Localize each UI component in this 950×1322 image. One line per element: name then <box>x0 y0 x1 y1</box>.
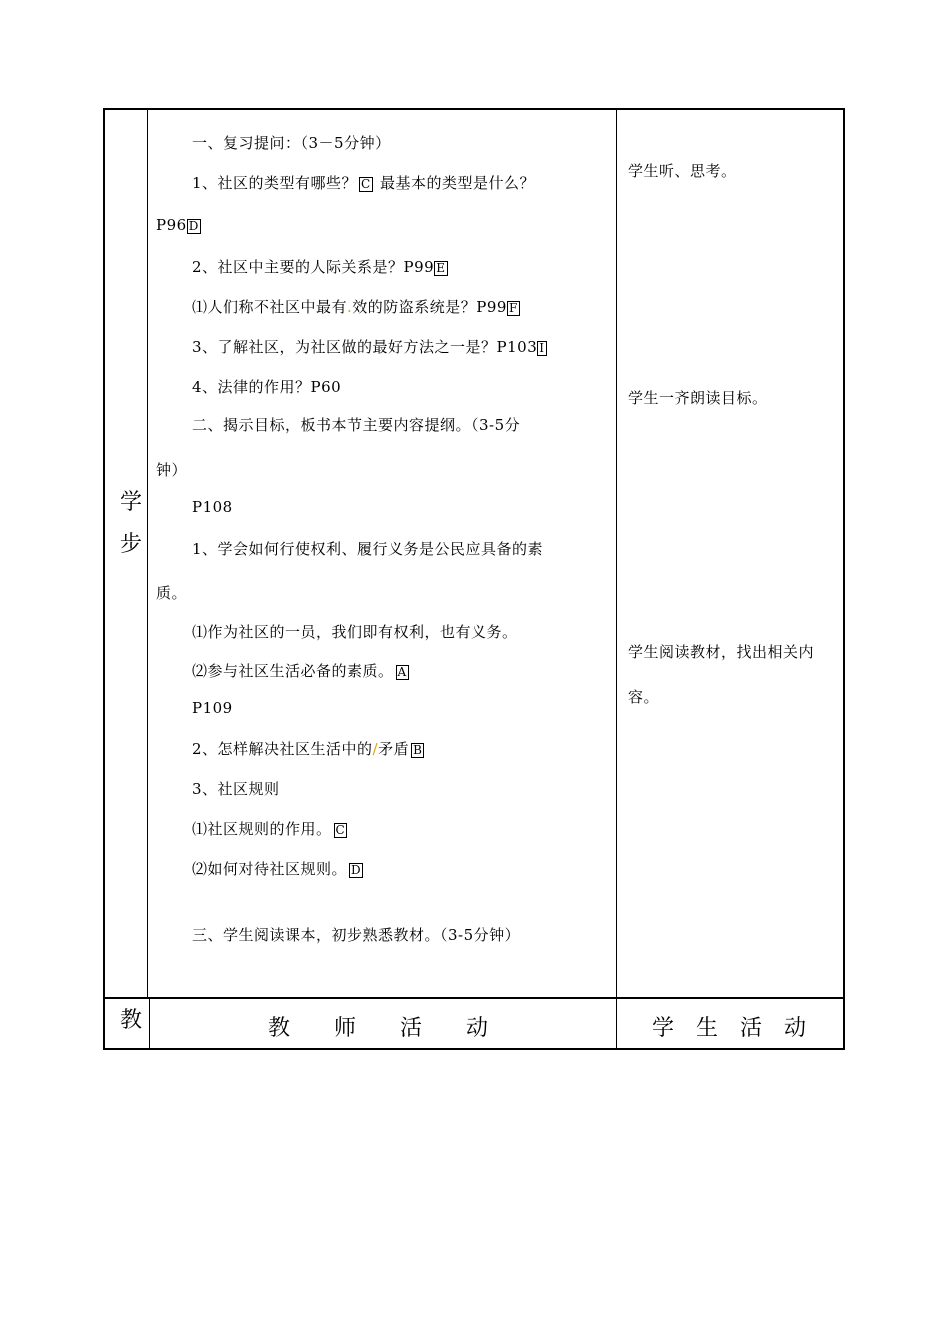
answer-box: F <box>508 300 518 315</box>
lesson-table <box>103 108 845 1050</box>
teacher-line: 4、法律的作用？P60 <box>192 378 342 396</box>
teacher-line: 三、学生阅读课本，初步熟悉教材。（3-5分钟） <box>192 926 521 944</box>
teacher-line: ⑵参与社区生活必备的素质。 A <box>192 662 407 680</box>
footer-side-label: 教 <box>120 1008 143 1033</box>
footer-divider <box>103 997 845 999</box>
side-label-1: 学 <box>119 490 142 515</box>
student-note: 容。 <box>628 688 660 706</box>
teacher-line: 一、复习提问：（3－5分钟） <box>192 134 391 152</box>
teacher-line: P108 <box>192 498 233 516</box>
answer-box: C <box>335 822 346 837</box>
teacher-line: ⑴人们称不社区中最有.效的防盗系统是？P99 F <box>192 298 518 316</box>
teacher-line: 二、揭示目标，板书本节主要内容提纲。（3-5分 <box>192 416 521 434</box>
teacher-line: 1、社区的类型有哪些？ C 最基本的类型是什么？ <box>192 174 536 192</box>
teacher-line: P96 D <box>156 216 199 234</box>
student-note: 学生听、思考。 <box>628 162 737 180</box>
student-note: 学生一齐朗读目标。 <box>628 389 768 407</box>
answer-box: A <box>397 664 407 679</box>
teacher-line: P109 <box>192 699 233 717</box>
answer-box: B <box>413 742 423 757</box>
answer-box: D <box>188 218 199 233</box>
student-activity-header: 学 生 活 动 <box>652 1016 807 1041</box>
teacher-line: 钟） <box>156 461 188 479</box>
teacher-line: 1、学会如何行使权利、履行义务是公民应具备的素 <box>192 540 544 558</box>
column-divider-left <box>147 110 148 998</box>
answer-box: I <box>539 340 545 355</box>
teacher-activity-header: 教 师 活 动 <box>268 1016 489 1041</box>
side-label-2: 步 <box>119 532 142 557</box>
teacher-line: ⑵如何对待社区规则。 D <box>192 860 362 878</box>
column-divider-right <box>616 110 617 1049</box>
teacher-line: 质。 <box>156 584 188 602</box>
teacher-line: ⑴社区规则的作用。 C <box>192 820 346 838</box>
column-divider-left-footer <box>149 998 150 1049</box>
answer-box: D <box>351 862 362 877</box>
teacher-line: 3、社区规则 <box>192 780 280 798</box>
teacher-line: 2、社区中主要的人际关系是？P99 E <box>192 258 446 276</box>
teacher-line: 3、了解社区，为社区做的最好方法之一是？P103 I <box>192 338 545 356</box>
teacher-line: 2、怎样解决社区生活中的/矛盾 B <box>192 740 423 758</box>
answer-box: E <box>436 260 446 275</box>
answer-box: C <box>361 176 371 191</box>
teacher-line: ⑴作为社区的一员，我们即有权利，也有义务。 <box>192 623 518 641</box>
student-note: 学生阅读教材，找出相关内 <box>628 643 815 661</box>
